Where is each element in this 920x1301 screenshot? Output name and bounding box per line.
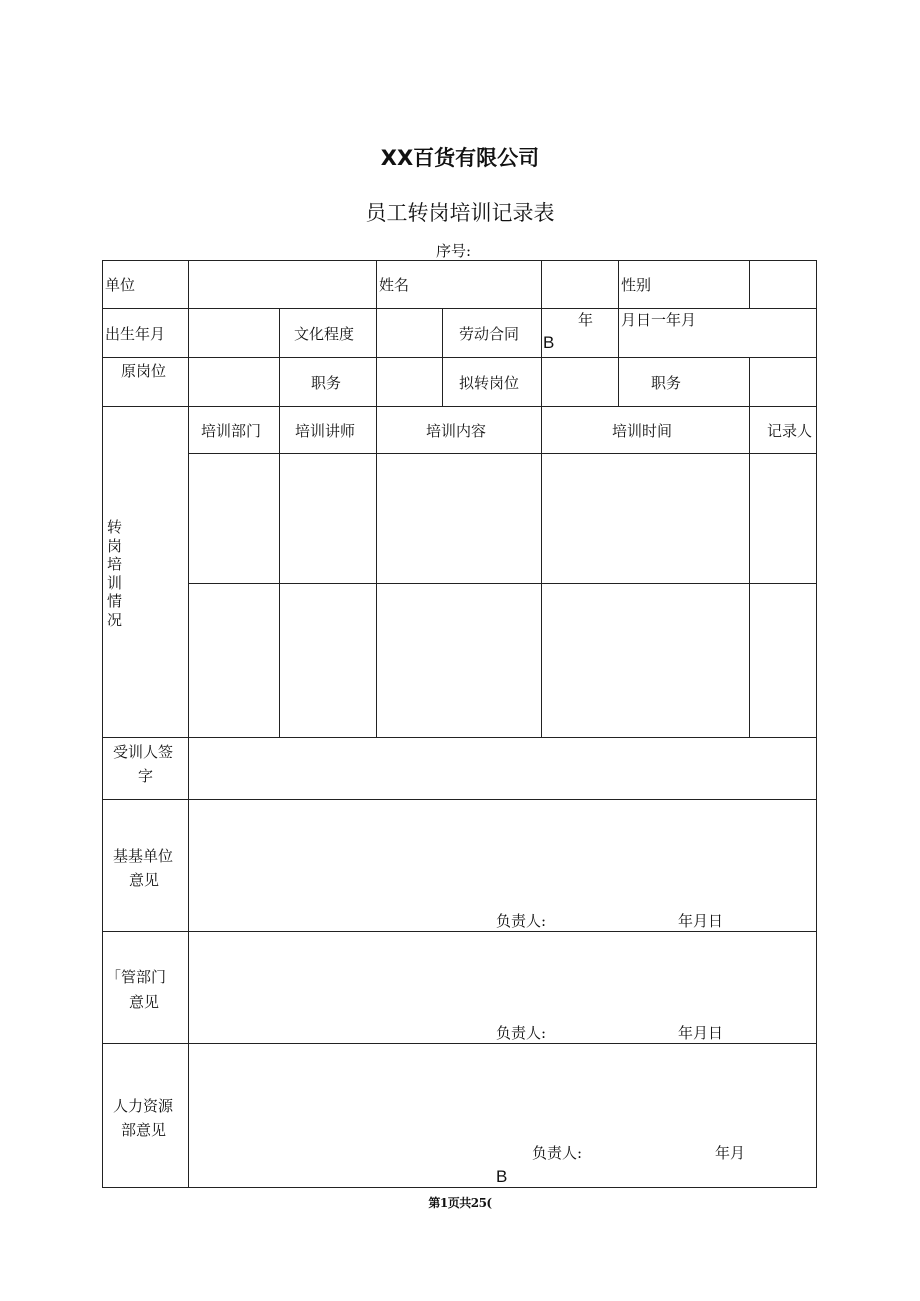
trainee-signature-label-2: 字 xyxy=(138,767,154,785)
date-label-2: 年月日 xyxy=(678,1024,724,1042)
hr-opinion-label: 人力资源 xyxy=(113,1097,174,1115)
duty-label-2: 职务 xyxy=(651,374,682,392)
gender-label: 性别 xyxy=(621,276,652,294)
trainee-signature-label: 受训人签 xyxy=(113,743,174,761)
form-title: 员工转岗培训记录表 xyxy=(365,201,555,225)
hr-opinion-label-2: 部意见 xyxy=(121,1121,167,1139)
date-label-1: 年月日 xyxy=(678,912,724,930)
education-label: 文化程度 xyxy=(294,325,355,343)
labor-contract-label: 劳动合同 xyxy=(459,325,520,343)
birth-date-label: 出生年月 xyxy=(105,325,166,343)
col-training-dept: 培训部门 xyxy=(201,422,262,440)
responsible-label-1: 负责人: xyxy=(496,912,547,930)
company-name: XX百货有限公司 xyxy=(380,146,540,170)
col-recorder: 记录人 xyxy=(767,422,813,440)
dept-opinion-label: 「管部门 xyxy=(106,968,167,986)
responsible-label-3: 负责人: xyxy=(532,1144,583,1162)
col-training-content: 培训内容 xyxy=(426,422,487,440)
responsible-label-2: 负责人: xyxy=(496,1024,547,1042)
unit-label: 单位 xyxy=(105,276,136,294)
training-section-label: 转 岗 培 训 情 况 xyxy=(107,518,123,629)
duty-label-1: 职务 xyxy=(311,374,342,392)
col-training-time: 培训时间 xyxy=(612,422,673,440)
col-trainer: 培训讲师 xyxy=(295,422,356,440)
hr-b-char: B xyxy=(496,1167,508,1186)
name-label: 姓名 xyxy=(379,276,410,294)
original-post-label: 原岗位 xyxy=(121,362,167,380)
contract-b-char: B xyxy=(543,333,555,352)
serial-number-label: 序号: xyxy=(436,242,472,260)
contract-period-text: 月日一年月 xyxy=(621,311,697,329)
unit-opinion-label: 基基单位 xyxy=(113,847,174,865)
dept-opinion-label-2: 意见 xyxy=(129,993,160,1011)
unit-opinion-label-2: 意见 xyxy=(129,871,160,889)
contract-year-char: 年 xyxy=(578,311,594,329)
page-footer: 第1页共25( xyxy=(428,1196,492,1210)
target-post-label: 拟转岗位 xyxy=(459,374,520,392)
date-label-3: 年月 xyxy=(715,1144,746,1162)
